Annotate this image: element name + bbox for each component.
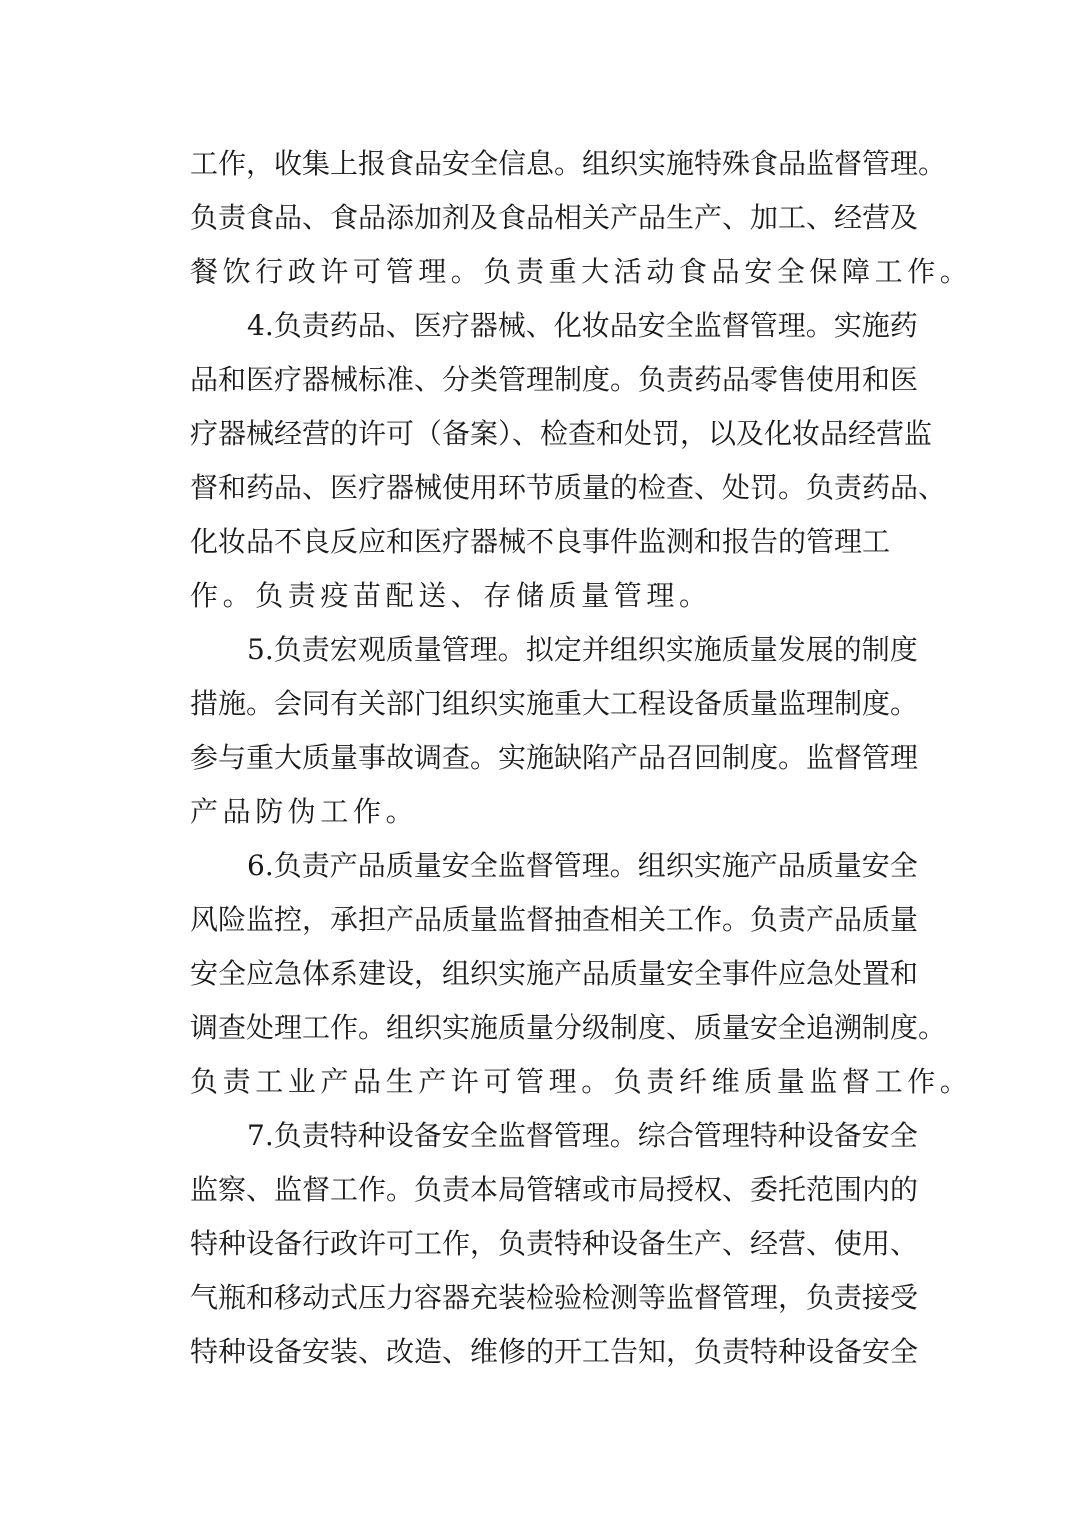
text-line: 7.负责特种设备安全监督管理。综合管理特种设备安全 [247,1119,918,1152]
text-line: 特种设备安装、改造、维修的开工告知，负责特种设备安全 [190,1335,919,1368]
paragraph-item-7 [190,1109,950,1379]
text-line: 4.负责药品、医疗器械、化妆品安全监督管理。实施药 [247,309,918,342]
text-line: 6.负责产品质量安全监督管理。组织实施产品质量安全 [247,849,918,882]
text-line: 作。负责疫苗配送、存储质量管理。 [190,579,712,612]
text-line: 安全应急体系建设，组织实施产品质量安全事件应急处置和 [190,957,919,990]
paragraph-item-4 [190,299,950,623]
text-line: 措施。会同有关部门组织实施重大工程设备质量监理制度。 [190,687,919,720]
text-line: 品和医疗器械标准、分类管理制度。负责药品零售使用和医 [190,363,919,396]
text-line: 督和药品、医疗器械使用环节质量的检查、处罚。负责药品、 [190,471,947,504]
text-line: 疗器械经营的许可（备案）、检查和处罚，以及化妆品经营监 [190,417,933,450]
paragraph-item-5 [190,623,950,839]
text-line: 负责食品、食品添加剂及食品相关产品生产、加工、经营及 [190,201,919,234]
text-line: 特种设备行政许可工作，负责特种设备生产、经营、使用、 [190,1227,919,1260]
text-line: 调查处理工作。组织实施质量分级制度、质量安全追溯制度。 [190,1011,947,1044]
text-line: 风险监控，承担产品质量监督抽查相关工作。负责产品质量 [190,903,919,936]
text-line: 气瓶和移动式压力容器充装检验检测等监督管理，负责接受 [190,1281,919,1314]
paragraph-continuation [190,137,973,299]
text-line: 餐饮行政许可管理。负责重大活动食品安全保障工作。 [190,255,973,288]
text-line: 产品防伪工作。 [190,795,419,828]
text-line: 负责工业产品生产许可管理。负责纤维质量监督工作。 [190,1065,973,1098]
paragraph-item-6 [190,839,973,1109]
text-line: 5.负责宏观质量管理。拟定并组织实施质量发展的制度 [247,633,918,666]
text-line: 工作，收集上报食品安全信息。组织实施特殊食品监督管理。 [190,147,947,180]
text-line: 化妆品不良反应和医疗器械不良事件监测和报告的管理工 [190,525,891,558]
document-body [190,137,973,1379]
text-line: 参与重大质量事故调查。实施缺陷产品召回制度。监督管理 [190,741,919,774]
text-line: 监察、监督工作。负责本局管辖或市局授权、委托范围内的 [190,1173,919,1206]
